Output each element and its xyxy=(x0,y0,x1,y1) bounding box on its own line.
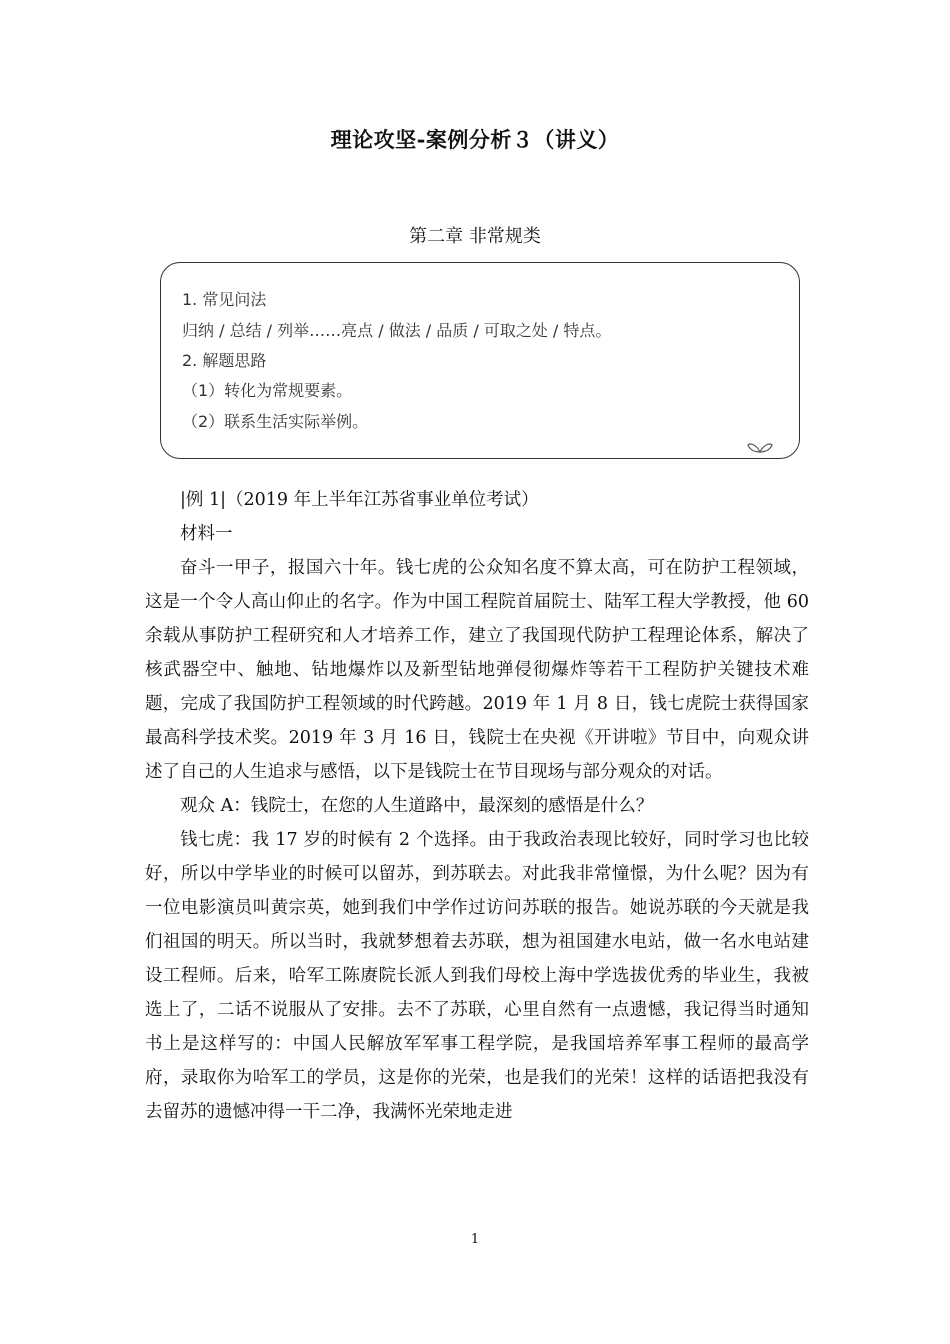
body-text xyxy=(145,483,809,1129)
example-label: |例 1|（2019 年上半年江苏省事业单位考试） xyxy=(180,490,539,510)
box-line-heading-1: 1. 常见问法 xyxy=(182,290,267,309)
document-title: 理论攻坚-案例分析３（讲义） xyxy=(330,127,620,152)
box-line-step-1: （1）转化为常规要素。 xyxy=(182,381,353,400)
box-line-heading-2: 2. 解题思路 xyxy=(182,351,267,370)
material-label: 材料一 xyxy=(180,524,233,544)
chapter-heading: 第二章 非常规类 xyxy=(409,226,541,247)
paragraph-intro: 奋斗一甲子，报国六十年。钱七虎的公众知名度不算太高，可在防护工程领域，这是一个令人高山仰止的名字。作为中国工程院首届院士、陆军工程大学教授，他 60 余载从事防护工程研究和人才培养工作，建立了我国现代防护工程理论体系，解决了核武器空中、触地、钻地爆炸以及新型钻地弹侵彻爆炸等若干工程防护关键技术难题，完成了我国防护工程领域的时代跨越。2019 年 1 月 8 日，钱七虎院士获得国家最高科学技术奖。2019 年 3 月 16 日，钱院士在央视《开讲啦》节目中，向观众讲述了自己的人生追求与感悟，以下是钱院士在节目现场与部分观众的对话。 xyxy=(145,558,809,782)
summary-box xyxy=(160,262,800,459)
leaf-ornament-icon xyxy=(747,440,773,454)
page-number: 1 xyxy=(470,1232,480,1247)
box-line-step-2: （2）联系生活实际举例。 xyxy=(182,412,369,431)
paragraph-question: 观众 A：钱院士，在您的人生道路中，最深刻的感悟是什么？ xyxy=(180,796,654,816)
paragraph-answer: 钱七虎：我 17 岁的时候有 2 个选择。由于我政治表现比较好，同时学习也比较好，所以中学毕业的时候可以留苏，到苏联去。对此我非常憧憬，为什么呢？因为有一位电影演员叫黄宗英，她到我们中学作过访问苏联的报告。她说苏联的今天就是我们祖国的明天。所以当时，我就梦想着去苏联，想为祖国建水电站，做一名水电站建设工程师。后来，哈军工陈赓院长派人到我们母校上海中学选拔优秀的毕业生，我被选上了，二话不说服从了安排。去不了苏联，心里自然有一点遗憾，我记得当时通知书上是这样写的：中国人民解放军军事工程学院，是我国培养军事工程师的最高学府，录取你为哈军工的学员，这是你的光荣，也是我们的光荣！这样的话语把我没有去留苏的遗憾冲得一干二净，我满怀光荣地走进 xyxy=(145,830,809,1122)
box-line-question-types: 归纳 / 总结 / 列举……亮点 / 做法 / 品质 / 可取之处 / 特点。 xyxy=(182,321,612,340)
